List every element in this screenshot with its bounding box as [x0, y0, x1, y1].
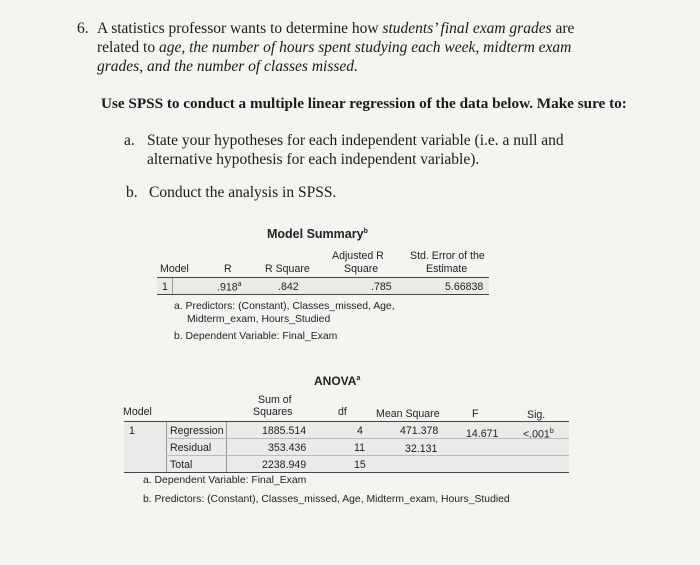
question-line-1-end: are — [551, 20, 575, 37]
anova-note-a: a. Dependent Variable: Final_Exam — [143, 475, 307, 486]
anova-row-regression-sig-value: <.001 — [523, 428, 550, 441]
anova-row-regression-sig — [523, 428, 554, 441]
anova-row-residual-mean-sq: 32.131 — [405, 443, 438, 455]
anova-bottom-rule — [124, 472, 569, 473]
anova-divider-1 — [166, 422, 167, 472]
anova-header-f: F — [472, 408, 479, 420]
item-a-line-1: State your hypotheses for each independent variable (i.e. a null and — [147, 132, 564, 149]
anova-row-total-sum-sq: 2238.949 — [262, 459, 307, 471]
anova-header-sig: Sig. — [527, 409, 546, 421]
item-a-line-2: alternative hypothesis for each independent variable). — [147, 151, 480, 168]
anova-row-rule-2 — [166, 455, 569, 456]
anova-title-sup: a — [356, 375, 361, 382]
anova-divider-2 — [226, 422, 227, 472]
ms-header-std-err-2: Estimate — [426, 263, 468, 275]
question-number: 6. — [77, 20, 89, 37]
anova-row-residual-sum-sq: 353.436 — [268, 442, 307, 454]
ms-cell-r-sup: a — [237, 281, 242, 288]
anova-row-total-label: Total — [170, 459, 193, 471]
ms-note-b: b. Dependent Variable: Final_Exam — [174, 331, 338, 342]
model-summary-title — [267, 227, 368, 241]
ms-cell-model: 1 — [162, 281, 168, 293]
anova-row-residual-df: 11 — [354, 442, 365, 454]
ms-cell-r-value: .918 — [217, 281, 238, 294]
question-line-1-start: A statistics professor wants to determine how — [97, 20, 383, 37]
anova-row-regression-df: 4 — [357, 425, 363, 437]
question-line-2 — [97, 38, 571, 57]
model-summary-title-sup: b — [363, 227, 368, 235]
ms-header-std-err-1: Std. Error of the — [410, 250, 485, 262]
anova-row-regression-sig-sup: b — [549, 428, 554, 435]
question-line-2-start: related to — [97, 39, 159, 56]
ms-note-a-2: Midterm_exam, Hours_Studied — [187, 314, 331, 325]
question-line-2-italic: age, the number of hours spent studying each week, midterm exam — [158, 39, 572, 56]
ms-cell-std-error: 5.66838 — [445, 281, 484, 293]
ms-bottom-rule — [157, 294, 489, 295]
ms-header-model: Model — [160, 263, 189, 275]
ms-cell-r — [217, 281, 242, 294]
anova-header-sum-sq-2: Squares — [253, 406, 293, 418]
anova-row-regression-label: Regression — [170, 425, 224, 437]
ms-cell-r-square: .842 — [278, 281, 299, 293]
ms-note-a-1: a. Predictors: (Constant), Classes_missed, Age, — [174, 301, 395, 312]
anova-header-sum-sq-1: Sum of — [258, 394, 292, 406]
anova-header-model: Model — [123, 406, 152, 418]
anova-row-regression-mean-sq: 471.378 — [400, 425, 439, 437]
question-line-1-italic: students’ final exam grades — [382, 20, 552, 37]
anova-row-total-df: 15 — [354, 459, 366, 471]
item-b-label: b. — [126, 184, 138, 201]
anova-header-mean-sq: Mean Square — [376, 408, 440, 420]
question-line-3: grades, and the number of classes missed. — [97, 58, 358, 75]
ms-header-adj-r-2: Square — [344, 263, 379, 275]
ms-header-r-square: R Square — [265, 263, 310, 275]
ms-divider — [172, 278, 173, 294]
anova-header-df: df — [338, 406, 347, 418]
anova-row-regression-sum-sq: 1885.514 — [262, 425, 307, 437]
instruction: Use SPSS to conduct a multiple linear regression of the data below. Make sure to: — [101, 95, 627, 112]
anova-title — [314, 374, 360, 388]
question-line-1 — [97, 19, 574, 38]
ms-header-adj-r-1: Adjusted R — [332, 250, 384, 262]
ms-cell-adj-r-square: .785 — [371, 281, 392, 293]
anova-row-regression-f: 14.671 — [466, 428, 499, 440]
ms-header-r: R — [224, 263, 232, 275]
anova-row-residual-label: Residual — [170, 442, 212, 454]
anova-title-text: ANOVA — [314, 374, 357, 388]
model-summary-title-text: Model Summary — [267, 227, 364, 241]
ms-row-band — [157, 278, 489, 294]
anova-row-rule-1 — [166, 438, 569, 439]
anova-model-num: 1 — [129, 425, 135, 437]
anova-note-b: b. Predictors: (Constant), Classes_missed, Age, Midterm_exam, Hours_Studied — [143, 494, 510, 505]
item-a-label: a. — [124, 132, 135, 149]
item-b-text: Conduct the analysis in SPSS. — [149, 184, 337, 201]
